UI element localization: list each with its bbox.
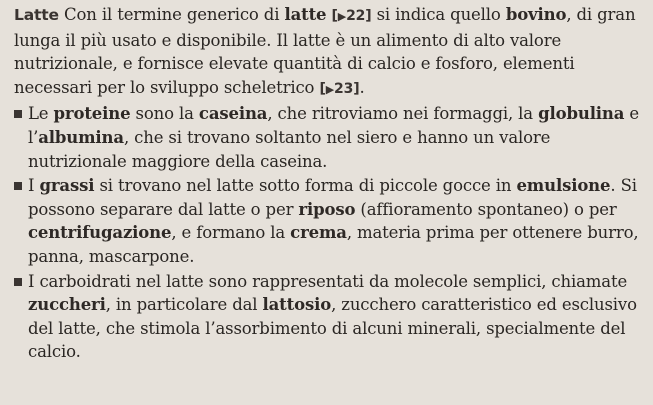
- list-item-grassi: I grassi si trovano nel latte sotto forma di piccole gocce in emulsione. Si possono separare dal latte o per riposo (affioramento spontaneo) o per centrifugazione, e formano la crema, materia prima per ottenere burro, panna, mascarpone.: [14, 174, 643, 268]
- list-item-carboidrati: I carboidrati nel latte sono rappresentati da molecole semplici, chiamate zuccheri, in particolare dal lattosio, zucchero caratteristico ed esclusivo del latte, che stimola l’assorbimento di alcuni minerali, specialmente del calcio.: [14, 270, 643, 364]
- square-bullet-icon: [14, 278, 22, 286]
- section-term: Latte: [14, 6, 59, 24]
- arrow-right-icon: ▶: [325, 82, 334, 96]
- intro-paragraph: Latte Con il termine generico di latte [▶22] si indica quello bovino, di gran lunga il più usato e disponibile. Il latte è un alimento di alto valore nutrizionale, e fornisce elevate quantità di calcio e fosforo, elementi necessari per lo sviluppo scheletrico [▶23].: [14, 5, 636, 97]
- arrow-right-icon: ▶: [337, 10, 347, 23]
- cross-reference-link[interactable]: [▶22]: [331, 8, 372, 24]
- list-item-proteine: Le proteine sono la caseina, che ritroviamo nei formaggi, la globulina e l’albumina, che si trovano soltanto nel siero e hanno un valore nutrizionale maggiore della caseina.: [14, 102, 643, 173]
- cross-reference-link[interactable]: [▶23]: [319, 80, 360, 97]
- square-bullet-icon: [14, 110, 22, 118]
- square-bullet-icon: [14, 182, 22, 190]
